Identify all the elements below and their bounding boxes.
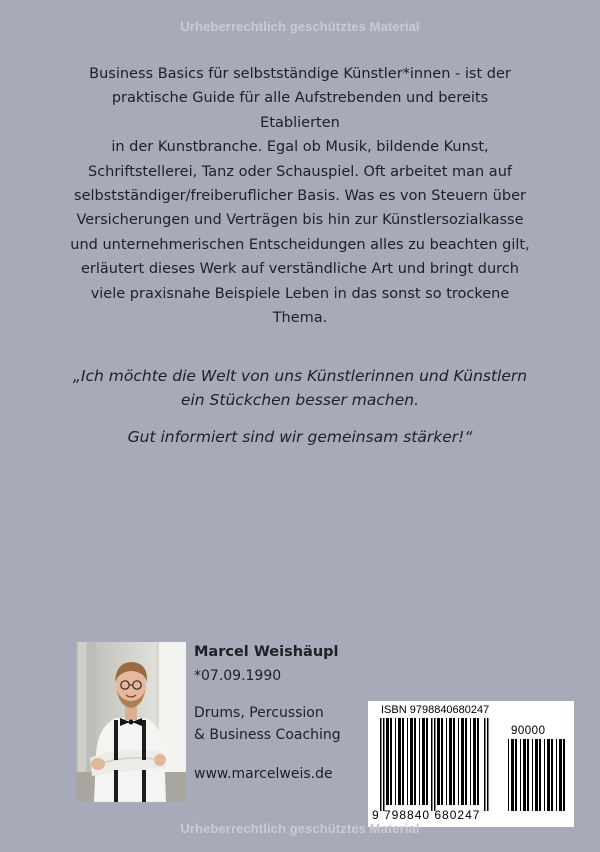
author-role-line-2: & Business Coaching xyxy=(194,727,341,743)
barcode-bar xyxy=(551,739,553,811)
barcode-bar xyxy=(386,718,389,805)
watermark-top: Urheberrechtlich geschütztes Material xyxy=(180,19,420,34)
isbn-label: ISBN 9798840680247 xyxy=(381,704,490,716)
barcode-guard-bar xyxy=(434,718,436,811)
author-role-line-1: Drums, Percussion xyxy=(194,705,324,721)
barcode-bar xyxy=(402,718,404,805)
barcode-bar xyxy=(539,739,541,811)
barcode-bar xyxy=(556,739,557,811)
barcode-bar xyxy=(470,718,471,805)
barcode-bar xyxy=(395,718,396,805)
barcode-bar xyxy=(527,739,529,811)
barcode-bar xyxy=(458,718,459,805)
barcode-bar xyxy=(544,739,545,811)
author-photo xyxy=(76,642,186,802)
author-quote xyxy=(50,364,550,412)
barcode-bar xyxy=(461,718,464,805)
barcode-bar xyxy=(441,718,443,805)
barcode-guard-bar xyxy=(484,718,486,811)
watermark-bottom: Urheberrechtlich geschütztes Material xyxy=(180,821,420,836)
price-code: 90000 xyxy=(511,725,546,737)
blurb-line: in der Kunstbranche. Egal ob Musik, bildende Kunst, xyxy=(111,139,489,156)
quote-line-1: „Ich möchte die Welt von uns Künstlerinnen und Künstlern xyxy=(72,367,528,385)
blurb-line: Thema. xyxy=(272,310,328,327)
barcode-bar xyxy=(465,718,467,805)
barcode-digits: 9 798840 680247 xyxy=(372,808,481,822)
barcode-bar xyxy=(523,739,526,811)
barcode-guard-bar xyxy=(380,718,382,811)
barcode-bar xyxy=(446,718,447,805)
barcode-bar xyxy=(453,718,455,805)
barcode-bar xyxy=(511,739,514,811)
blurb-line: erläutert dieses Werk auf verständliche Art und bringt durch xyxy=(81,261,519,278)
barcode-bar xyxy=(508,739,509,811)
barcode-bar xyxy=(410,718,413,805)
barcode-bar xyxy=(547,739,550,811)
barcode-bar xyxy=(390,718,392,805)
barcode-bar xyxy=(520,739,521,811)
barcode-bar xyxy=(535,739,538,811)
barcode-bar xyxy=(398,718,401,805)
blurb-line: Business Basics für selbstständige Künstler*innen - ist der xyxy=(89,66,511,82)
barcode-guard-bar xyxy=(431,718,433,811)
blurb-line: viele praxisnahe Beispiele Leben in das sonst so trockene xyxy=(90,285,510,302)
author-website: www.marcelweis.de xyxy=(194,766,333,782)
barcode-bar xyxy=(407,718,408,805)
author-name: Marcel Weishäupl xyxy=(194,644,339,660)
quote-line-3: Gut informiert sind wir gemeinsam stärker!“ xyxy=(127,428,473,446)
barcode-guard-bar xyxy=(383,718,385,811)
barcode-bar xyxy=(422,718,425,805)
quote-line-2: ein Stückchen besser machen. xyxy=(180,391,420,409)
blurb-line: selbstständiger/freiberuflicher Basis. Was es von Steuern über xyxy=(74,188,526,205)
barcode-bar xyxy=(414,718,416,805)
blurb-line: Versicherungen und Verträgen bis hin zur Künstlersozialkasse xyxy=(76,212,524,229)
author-portrait-illustration xyxy=(76,642,186,802)
barcode-bar xyxy=(473,718,476,805)
barcode-bar xyxy=(563,739,565,811)
barcode-bar xyxy=(419,718,420,805)
barcode-bar xyxy=(437,718,440,805)
barcode-bar xyxy=(449,718,452,805)
blurb-line: und unternehmerischen Entscheidungen alles zu beachten gilt, xyxy=(70,236,530,253)
barcode-bar xyxy=(477,718,479,805)
barcode-bar xyxy=(532,739,533,811)
author-birthdate: *07.09.1990 xyxy=(194,668,282,684)
barcode-bar xyxy=(515,739,517,811)
blurb-line: praktische Guide für alle Aufstrebenden und bereits Etablierten xyxy=(111,90,489,131)
barcode-bar xyxy=(559,739,562,811)
author-quote-closing xyxy=(50,425,550,449)
blurb-line: Schriftstellerei, Tanz oder Schauspiel. Oft arbeitet man auf xyxy=(87,163,512,180)
isbn-barcode-box xyxy=(368,701,574,827)
book-blurb xyxy=(70,62,530,330)
barcode-guard-bar xyxy=(487,718,489,811)
barcode-bar xyxy=(426,718,428,805)
